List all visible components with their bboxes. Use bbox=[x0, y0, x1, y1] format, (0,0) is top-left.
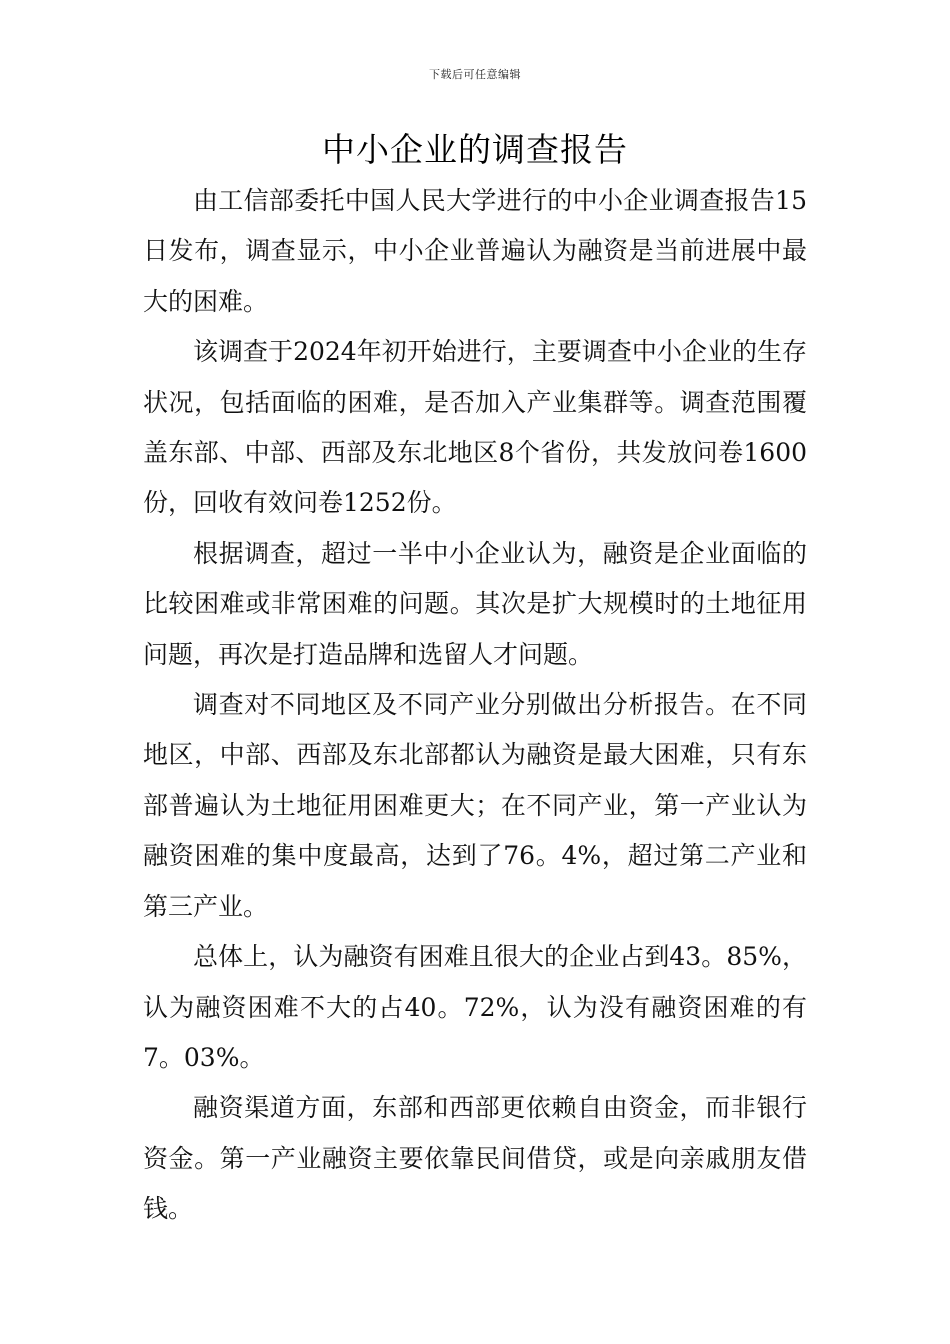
paragraph-financing-channels: 融资渠道方面，东部和西部更依赖自由资金，而非银行资金。第一产业融资主要依靠民间借贷，或是向亲戚朋友借钱。 bbox=[143, 1093, 807, 1224]
page-title: 中小企业的调查报告 bbox=[322, 130, 628, 169]
document-body bbox=[143, 176, 807, 1235]
paragraph-survey-scope: 该调查于2024年初开始进行，主要调查中小企业的生存状况，包括面临的困难，是否加入产业集群等。调查范围覆盖东部、中部、西部及东北地区8个省份，共发放问卷1600份，回收有效问卷1252份。 bbox=[143, 337, 807, 518]
header-note: 下载后可任意编辑 bbox=[429, 68, 521, 81]
paragraph-main-findings: 根据调查，超过一半中小企业认为，融资是企业面临的比较困难或非常困难的问题。其次是扩大规模时的土地征用问题，再次是打造品牌和选留人才问题。 bbox=[143, 538, 807, 669]
paragraph-overall-stats: 总体上，认为融资有困难且很大的企业占到43。85%，认为融资困难不大的占40。72%，认为没有融资困难的有7。03%。 bbox=[143, 942, 807, 1072]
paragraph-regional-analysis: 调查对不同地区及不同产业分别做出分析报告。在不同地区，中部、西部及东北部都认为融资是最大困难，只有东部普遍认为土地征用困难更大；在不同产业，第一产业认为融资困难的集中度最高，达到了76。4%，超过第二产业和第三产业。 bbox=[143, 690, 807, 921]
paragraph-intro: 由工信部委托中国人民大学进行的中小企业调查报告15日发布，调查显示，中小企业普遍认为融资是当前进展中最大的困难。 bbox=[143, 186, 807, 316]
